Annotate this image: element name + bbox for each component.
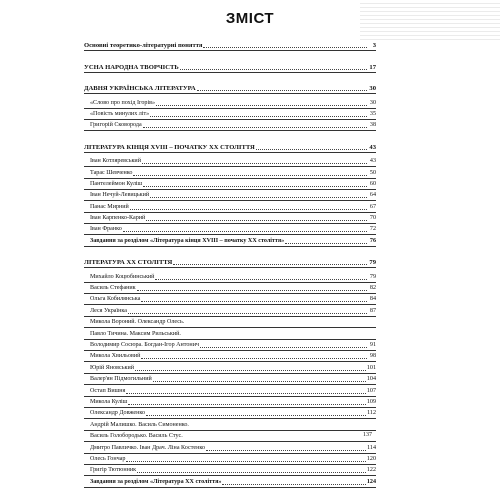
leader-dots — [206, 450, 366, 451]
leader-dots — [137, 290, 367, 291]
leader-dots — [130, 209, 367, 210]
section-task — [84, 476, 376, 487]
section-heading — [84, 257, 376, 268]
toc-entry — [84, 156, 376, 167]
toc-entry — [84, 465, 376, 476]
section-heading-page: 3 — [372, 42, 376, 50]
section-task-label: Завдання за розділом «Література кінця XVIII – початку XX століття» — [90, 237, 285, 244]
section-heading — [84, 40, 376, 51]
section-gap — [84, 247, 376, 257]
leader-dots — [133, 175, 367, 176]
section-task — [84, 235, 376, 246]
toc-entry-page: 67 — [369, 203, 376, 210]
section-task-page: 124 — [366, 478, 376, 485]
leader-dots — [135, 370, 366, 371]
section-heading-page: 17 — [369, 63, 376, 71]
toc-entry-page: 101 — [366, 364, 376, 371]
section-heading-label: Основні теоретико-літературні поняття — [84, 42, 203, 50]
toc-entry-label: Іван Котляревський — [90, 158, 141, 165]
toc-entry — [84, 213, 376, 224]
toc-entry — [84, 109, 376, 120]
toc-entry — [84, 431, 376, 442]
toc-entry-label: Микола Хвильовий — [90, 353, 141, 360]
leader-dots — [146, 415, 366, 416]
leader-dots — [141, 358, 367, 359]
leader-dots — [256, 149, 367, 150]
toc-entry-page: 64 — [369, 192, 376, 199]
toc-entry — [84, 385, 376, 396]
section-heading-label: ДАВНЯ УКРАЇНСЬКА ЛІТЕРАТУРА — [84, 85, 196, 93]
section-heading-page: 30 — [369, 85, 376, 93]
leader-dots — [126, 461, 365, 462]
toc-entry — [84, 224, 376, 235]
toc-entry-label: Іван Карпенко-Карий — [90, 215, 146, 222]
leader-dots — [156, 105, 367, 106]
toc-entry — [84, 362, 376, 373]
toc-entry — [84, 305, 376, 316]
toc-entry-label: Олесь Гончар — [90, 455, 126, 462]
toc-entry-label: Остап Вишня — [90, 387, 126, 394]
toc-entry-label: Григорій Сковорода — [90, 122, 142, 129]
toc-entry — [84, 454, 376, 465]
section-task-page: 76 — [369, 237, 376, 244]
toc-entry-label: Дмитро Павличко. Іван Драч. Ліна Костенко — [90, 444, 206, 451]
table-of-contents — [84, 40, 376, 498]
leader-dots — [222, 484, 365, 485]
leader-dots — [142, 163, 367, 164]
toc-entry-label: Іван Франко — [90, 226, 122, 233]
leader-dots — [285, 243, 367, 244]
toc-entry — [84, 419, 376, 430]
section-heading-label: ЛІТЕРАТУРА КІНЦЯ XVIII – ПОЧАТКУ XX СТОЛІТТЯ — [84, 143, 255, 151]
toc-entry — [84, 317, 376, 328]
section-heading-label: ЛІТЕРАТУРА XX СТОЛІТТЯ — [84, 259, 173, 267]
leader-dots — [143, 186, 367, 187]
section-gap — [84, 73, 376, 83]
toc-entry-label: «Повість минулих літ» — [90, 110, 150, 117]
toc-entry — [84, 374, 376, 385]
toc-entry — [84, 120, 376, 131]
toc-entry-page: 114 — [367, 444, 376, 451]
leader-dots — [141, 301, 367, 302]
leader-dots — [153, 381, 366, 382]
toc-entry — [84, 201, 376, 212]
toc-entry-page: 35 — [369, 110, 376, 117]
toc-entry-label: Микола Куліш — [90, 398, 128, 405]
toc-entry-label: Василь Голобородько. Василь Стус. — [90, 433, 183, 440]
toc-entry — [84, 397, 376, 408]
section-gap — [84, 51, 376, 61]
leader-dots — [200, 347, 367, 348]
toc-entry — [84, 283, 376, 294]
toc-entry — [84, 271, 376, 282]
toc-entry — [84, 408, 376, 419]
toc-entry-page: 79 — [369, 273, 376, 280]
page-title: ЗМІСТ — [225, 10, 275, 27]
toc-entry-label: Василь Стефаник — [90, 285, 136, 292]
toc-entry-page: 30 — [369, 99, 376, 106]
leader-dots — [173, 264, 367, 265]
toc-entry — [84, 167, 376, 178]
toc-entry-label: Григір Тютюнник — [90, 467, 137, 474]
leader-dots — [128, 404, 365, 405]
leader-dots — [155, 279, 367, 280]
toc-entry-label: Валер'ян Підмогильний — [90, 376, 152, 383]
toc-entry-label: Панас Мирний — [90, 203, 129, 210]
section-heading — [84, 141, 376, 152]
section-heading — [84, 61, 376, 72]
toc-entry-page: 50 — [369, 169, 376, 176]
toc-entry-page: 120 — [366, 455, 376, 462]
toc-entry-label: Андрій Малишко. Василь Симоненко. — [90, 421, 189, 428]
toc-entry-label: Володимир Сосюра. Богдан-Ігор Антонич — [90, 341, 200, 348]
leader-dots — [203, 47, 367, 48]
toc-entry-label: Пантелеймон Куліш — [90, 180, 143, 187]
toc-entry-page: 43 — [369, 158, 376, 165]
toc-entry-label: Леся Українка — [90, 307, 127, 314]
toc-entry-page: 84 — [369, 296, 376, 303]
toc-entry-page: 60 — [369, 180, 376, 187]
toc-entry-page: 82 — [369, 285, 376, 292]
toc-entry-page: 104 — [366, 376, 376, 383]
toc-entry-page: 112 — [367, 410, 376, 417]
toc-entry-label: Іван Нечуй-Левицький — [90, 192, 150, 199]
leader-dots — [123, 231, 367, 232]
toc-entry-page: 70 — [369, 215, 376, 222]
leader-dots — [128, 313, 367, 314]
toc-entry-label: Микола Вороний. Олександр Олесь. — [90, 319, 185, 326]
toc-entry-page: 107 — [366, 387, 376, 394]
toc-entry — [84, 97, 376, 108]
toc-entry-page: 122 — [366, 467, 376, 474]
section-heading-page: 79 — [369, 259, 376, 267]
toc-entry — [84, 190, 376, 201]
toc-entry-page: 72 — [369, 226, 376, 233]
toc-entry-page: 87 — [369, 307, 376, 314]
section-task-label: Завдання за розділом «Література XX століття» — [90, 478, 222, 485]
section-heading — [84, 83, 376, 94]
section-heading-label: УСНА НАРОДНА ТВОРЧІСТЬ — [84, 63, 179, 71]
toc-entry-page: 98 — [369, 353, 376, 360]
leader-dots — [146, 220, 367, 221]
leader-dots — [180, 69, 367, 70]
toc-entry — [84, 328, 376, 339]
toc-entry-label: Ольга Кобилянська — [90, 296, 141, 303]
toc-entry — [84, 351, 376, 362]
toc-entry-page: 38 — [369, 122, 376, 129]
toc-entry-label: «Слово про похід Ігорів» — [90, 99, 156, 106]
section-gap — [84, 488, 376, 498]
toc-entry — [84, 340, 376, 351]
leader-dots — [150, 197, 367, 198]
section-heading-page: 43 — [369, 143, 376, 151]
toc-entry — [84, 442, 376, 453]
toc-entry-page: 91 — [369, 341, 376, 348]
toc-entry-label: Тарас Шевченко — [90, 169, 133, 176]
toc-entry-label: Павло Тичина. Максим Рильський. — [90, 330, 181, 337]
toc-entry — [84, 294, 376, 305]
toc-entry-label: Олександр Довженко — [90, 410, 146, 417]
leader-dots — [137, 472, 366, 473]
toc-entry-page: 109 — [366, 398, 376, 405]
toc-entry-label: Михайло Коцюбинський — [90, 273, 155, 280]
toc-entry — [84, 179, 376, 190]
page-number: 137 — [363, 432, 372, 438]
leader-dots — [126, 393, 366, 394]
leader-dots — [150, 116, 367, 117]
section-gap — [84, 131, 376, 141]
toc-entry-label: Юрій Яновський — [90, 364, 134, 371]
leader-dots — [143, 127, 367, 128]
leader-dots — [197, 90, 367, 91]
